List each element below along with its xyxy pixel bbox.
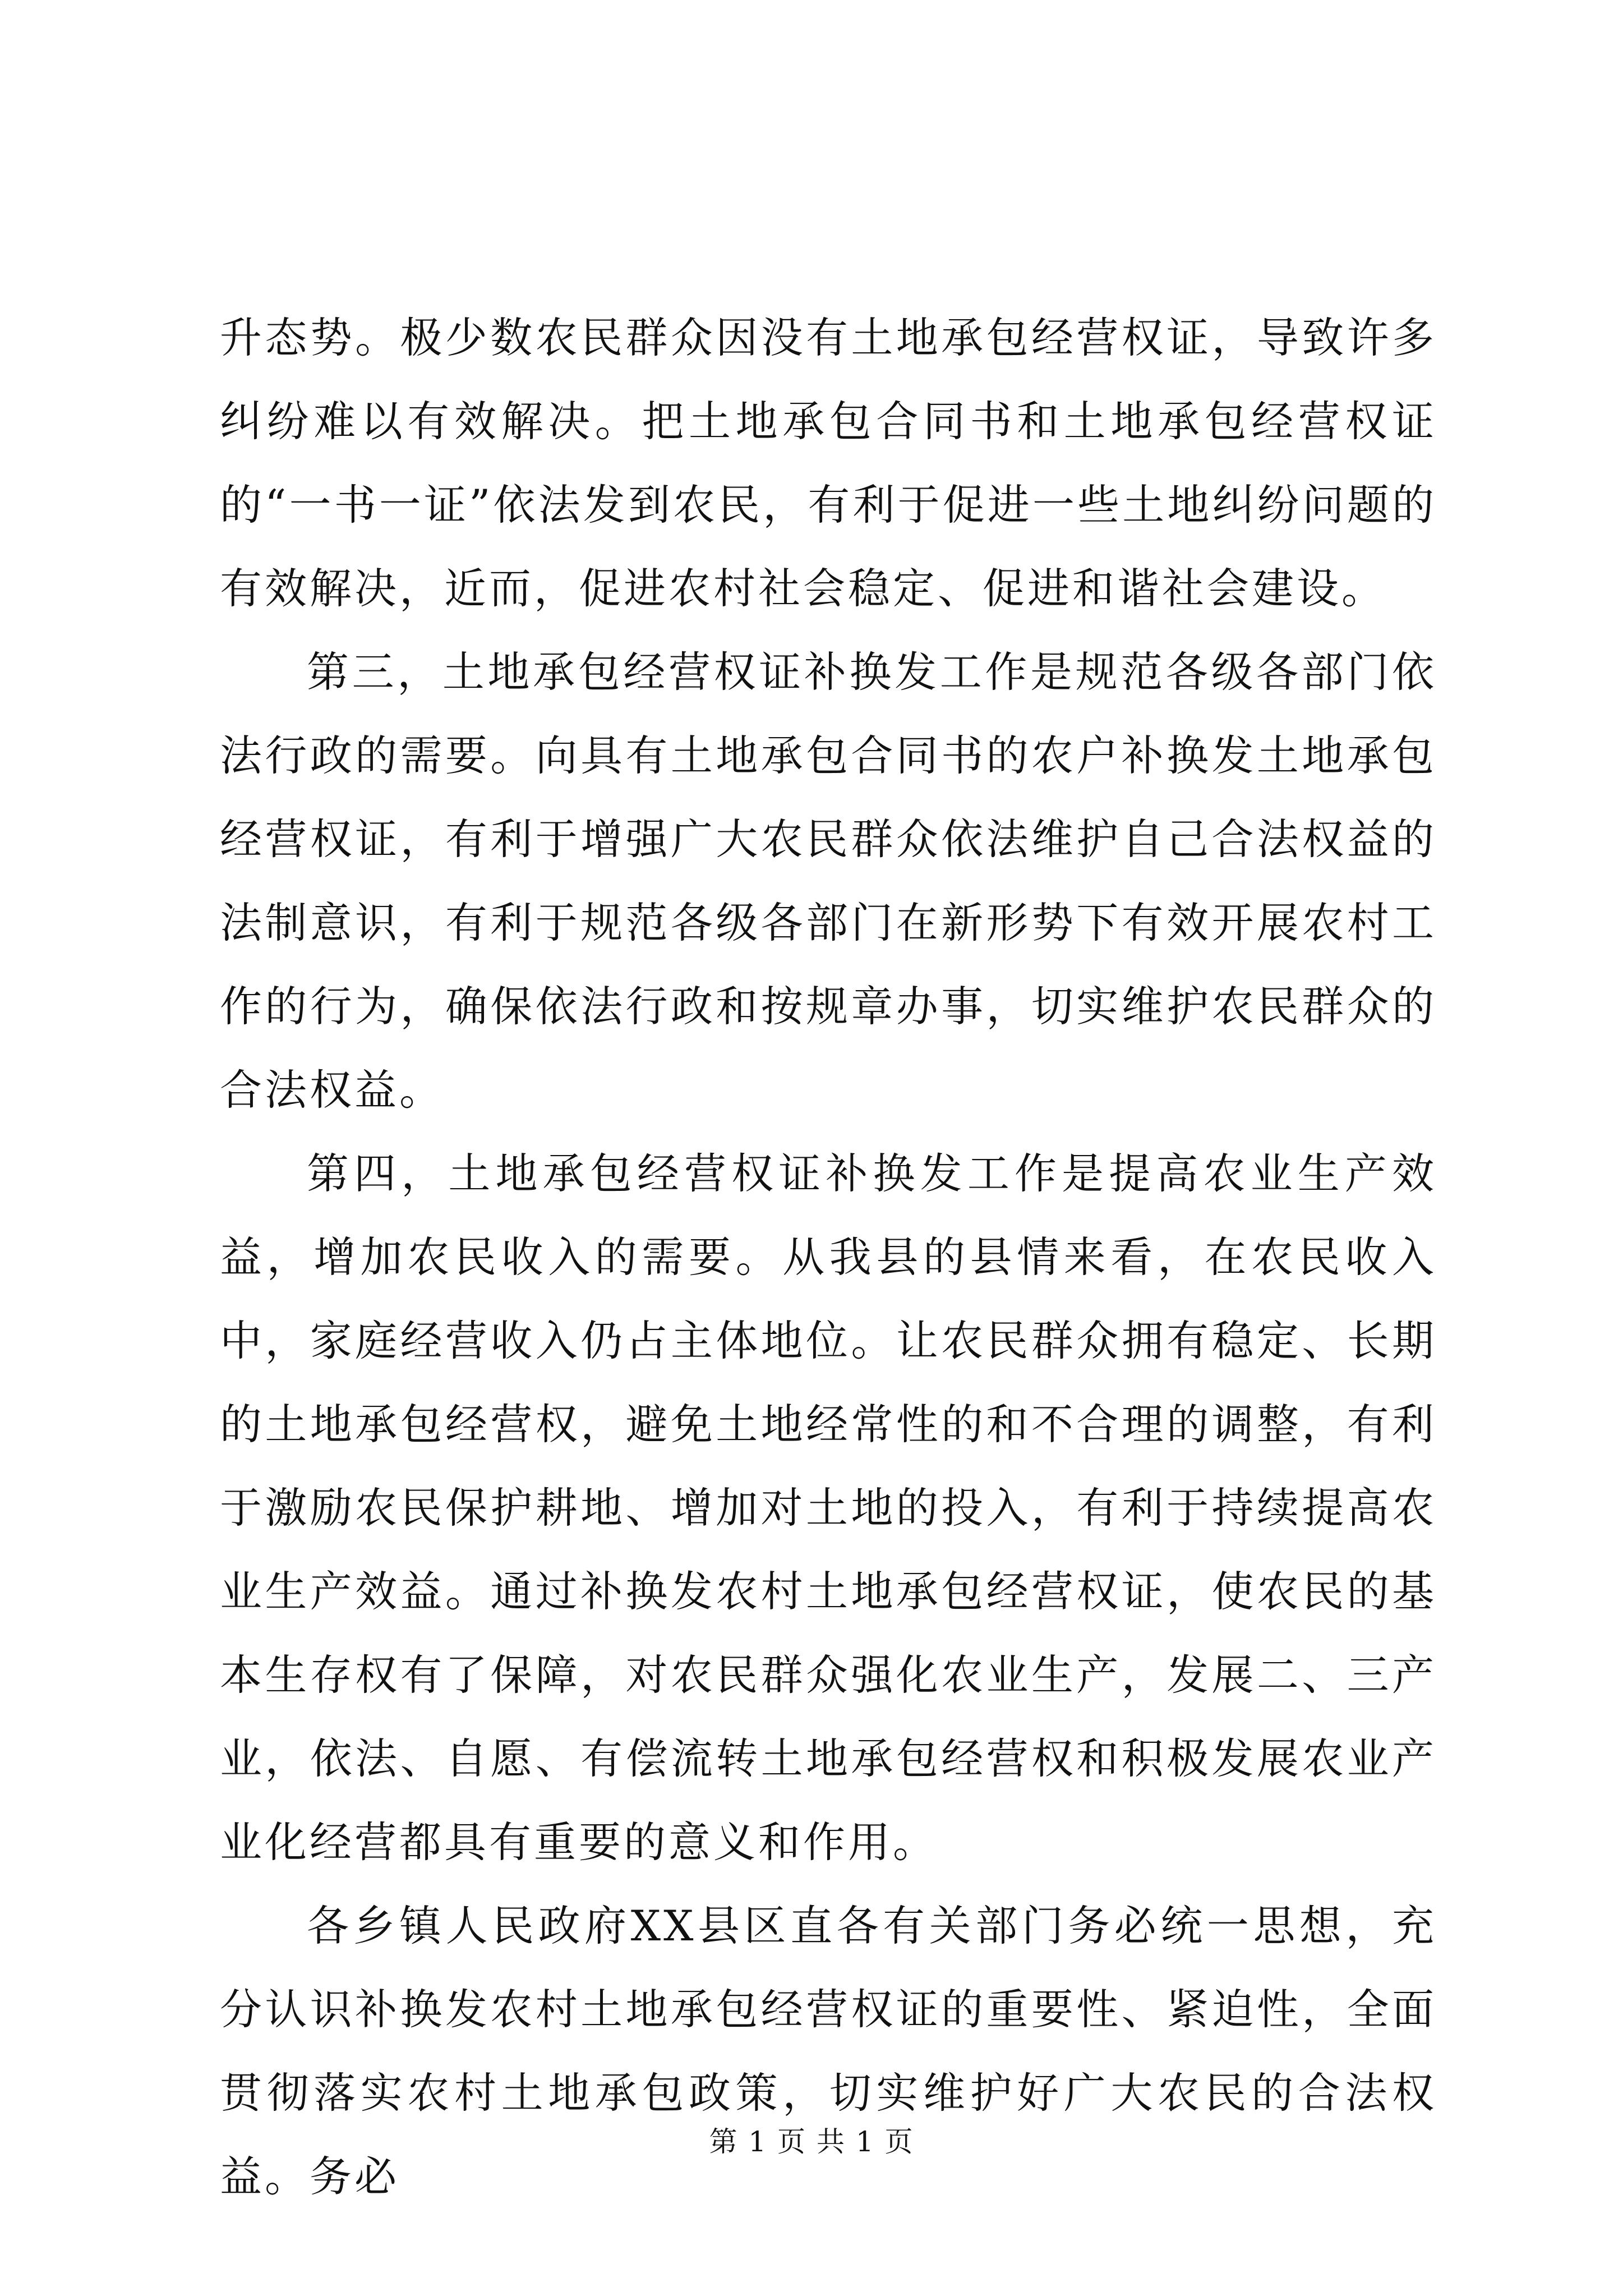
document-body <box>220 296 1437 2219</box>
page-number-footer: 第 1 页 共 1 页 <box>709 2125 914 2158</box>
paragraph-conclusion: 各乡镇人民政府XX县区直各有关部门务必统一思想，充分认识补换发农村土地承包经营权证的重要性、紧迫性，全面贯彻落实农村土地承包政策，切实维护好广大农民的合法权益。务必 <box>220 1901 1437 2201</box>
paragraph-continued: 升态势。极少数农民群众因没有土地承包经营权证，导致许多纠纷难以有效解决。把土地承包合同书和土地承包经营权证的“一书一证”依法发到农民，有利于促进一些土地纠纷问题的有效解决，近而，促进农村社会稳定、促进和谐社会建设。 <box>220 313 1437 613</box>
paragraph-third-point: 第三，土地承包经营权证补换发工作是规范各级各部门依法行政的需要。向具有土地承包合同书的农户补换发土地承包经营权证，有利于增强广大农民群众依法维护自己合法权益的法制意识，有利于规范各级各部门在新形势下有效开展农村工作的行为，确保依法行政和按规章办事，切实维护农民群众的合法权益。 <box>220 647 1437 1115</box>
paragraph-fourth-point: 第四，土地承包经营权证补换发工作是提高农业生产效益，增加农民收入的需要。从我县的县情来看，在农民收入中，家庭经营收入仍占主体地位。让农民群众拥有稳定、长期的土地承包经营权，避免土地经常性的和不合理的调整，有利于激励农民保护耕地、增加对土地的投入，有利于持续提高农业生产效益。通过补换发农村土地承包经营权证，使农民的基本生存权有了保障，对农民群众强化农业生产，发展二、三产业，依法、自愿、有偿流转土地承包经营权和积极发展农业产业化经营都具有重要的意义和作用。 <box>220 1149 1437 1867</box>
